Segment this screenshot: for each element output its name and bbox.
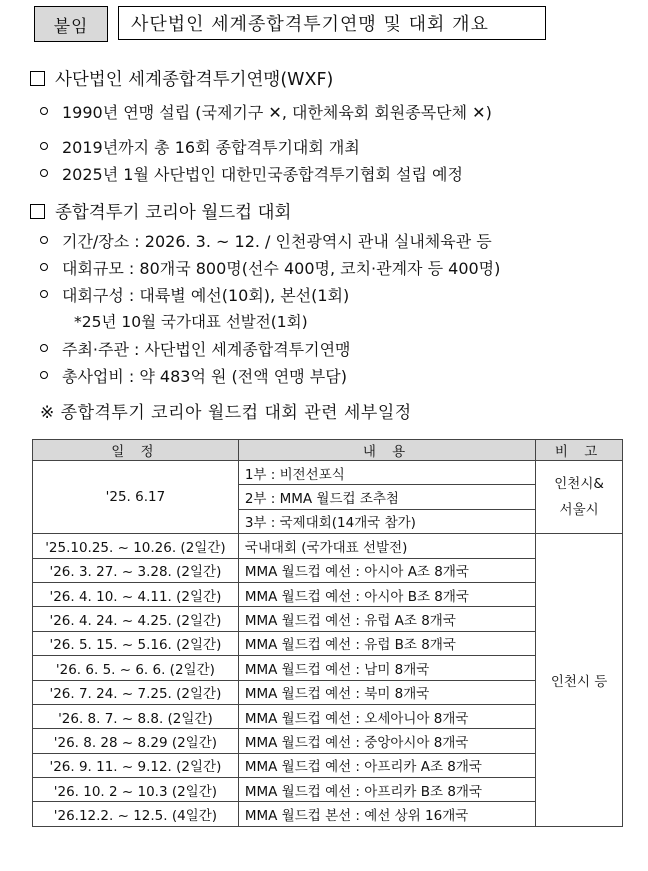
circle-bullet-icon (40, 263, 48, 271)
table-header-row (33, 440, 623, 461)
column-header-content: 내 용 (238, 440, 535, 461)
content-cell: MMA 월드컵 예선 : 아시아 A조 8개국 (238, 558, 535, 582)
table-row (33, 778, 623, 802)
content-cell: MMA 월드컵 예선 : 유럽 B조 8개국 (238, 631, 535, 655)
column-header-date: 일 정 (33, 440, 239, 461)
date-cell: '25.10.25. ~ 10.26. (2일간) (33, 534, 239, 558)
content-cell: MMA 월드컵 본선 : 예선 상위 16개국 (238, 802, 535, 826)
table-row (33, 461, 623, 485)
circle-bullet-icon (40, 169, 48, 177)
checkbox-square-icon (30, 71, 45, 86)
circle-bullet-icon (40, 344, 48, 352)
list-item: 기간/장소 : 2026. 3. ~ 12. / 인천광역시 관내 실내체육관 등 (40, 229, 492, 252)
list-item: 대회규모 : 80개국 800명(선수 400명, 코치·관계자 등 400명) (40, 256, 500, 279)
content-cell: MMA 월드컵 예선 : 아프리카 B조 8개국 (238, 778, 535, 802)
circle-bullet-icon (40, 371, 48, 379)
checkbox-square-icon (30, 204, 45, 219)
date-cell: '26. 3. 27. ~ 3.28. (2일간) (33, 558, 239, 582)
table-row (33, 631, 623, 655)
date-cell: '26. 8. 28 ~ 8.29 (2일간) (33, 729, 239, 753)
list-item: 총사업비 : 약 483억 원 (전액 연맹 부담) (40, 364, 347, 387)
date-cell: '26. 10. 2 ~ 10.3 (2일간) (33, 778, 239, 802)
document-title: 사단법인 세계종합격투기연맹 및 대회 개요 (118, 6, 546, 40)
sub-note: *25년 10월 국가대표 선발전(1회) (74, 313, 308, 331)
content-cell: 1부 : 비전선포식 (238, 461, 535, 485)
circle-bullet-icon (40, 236, 48, 244)
section-title-wxf: 사단법인 세계종합격투기연맹(WXF) (30, 66, 333, 91)
attachment-header (34, 6, 546, 42)
table-row (33, 802, 623, 826)
date-cell: '26. 4. 24. ~ 4.25. (2일간) (33, 607, 239, 631)
list-item: 2025년 1월 사단법인 대한민국종합격투기협회 설립 예정 (40, 162, 463, 185)
list-item: 1990년 연맹 설립 (국제기구 ✕, 대한체육회 회원종목단체 ✕) (40, 100, 492, 123)
table-row (33, 534, 623, 558)
content-cell: MMA 월드컵 예선 : 중앙아시아 8개국 (238, 729, 535, 753)
table-row (33, 704, 623, 728)
table-row (33, 680, 623, 704)
list-item: 대회구성 : 대륙별 예선(10회), 본선(1회) (40, 283, 349, 306)
content-cell: MMA 월드컵 예선 : 아시아 B조 8개국 (238, 582, 535, 606)
circle-bullet-icon (40, 142, 48, 150)
date-cell: '26.12.2. ~ 12.5. (4일간) (33, 802, 239, 826)
table-row (33, 753, 623, 777)
date-cell: '26. 6. 5. ~ 6. 6. (2일간) (33, 656, 239, 680)
content-cell: 2부 : MMA 월드컵 조추첨 (238, 485, 535, 509)
table-row (33, 656, 623, 680)
column-header-note: 비 고 (536, 440, 623, 461)
content-cell: 국내대회 (국가대표 선발전) (238, 534, 535, 558)
schedule-table (32, 439, 623, 827)
date-cell: '25. 6.17 (33, 461, 239, 534)
table-row (33, 582, 623, 606)
date-cell: '26. 5. 15. ~ 5.16. (2일간) (33, 631, 239, 655)
attachment-tag: 붙임 (34, 6, 108, 42)
content-cell: MMA 월드컵 예선 : 북미 8개국 (238, 680, 535, 704)
table-row (33, 607, 623, 631)
content-cell: MMA 월드컵 예선 : 아프리카 A조 8개국 (238, 753, 535, 777)
content-cell: 3부 : 국제대회(14개국 참가) (238, 509, 535, 533)
content-cell: MMA 월드컵 예선 : 오세아니아 8개국 (238, 704, 535, 728)
list-item: 주최·주관 : 사단법인 세계종합격투기연맹 (40, 337, 351, 360)
table-row (33, 729, 623, 753)
schedule-note: ※ 종합격투기 코리아 월드컵 대회 관련 세부일정 (40, 403, 412, 423)
date-cell: '26. 9. 11. ~ 9.12. (2일간) (33, 753, 239, 777)
note-cell: 인천시& 서울시 (536, 461, 623, 534)
table-row (33, 558, 623, 582)
circle-bullet-icon (40, 107, 48, 115)
note-cell: 인천시 등 (536, 534, 623, 827)
content-cell: MMA 월드컵 예선 : 남미 8개국 (238, 656, 535, 680)
date-cell: '26. 4. 10. ~ 4.11. (2일간) (33, 582, 239, 606)
date-cell: '26. 8. 7. ~ 8.8. (2일간) (33, 704, 239, 728)
content-cell: MMA 월드컵 예선 : 유럽 A조 8개국 (238, 607, 535, 631)
circle-bullet-icon (40, 290, 48, 298)
list-item: 2019년까지 총 16회 종합격투기대회 개최 (40, 135, 360, 158)
date-cell: '26. 7. 24. ~ 7.25. (2일간) (33, 680, 239, 704)
section-title-worldcup: 종합격투기 코리아 월드컵 대회 (30, 199, 291, 224)
